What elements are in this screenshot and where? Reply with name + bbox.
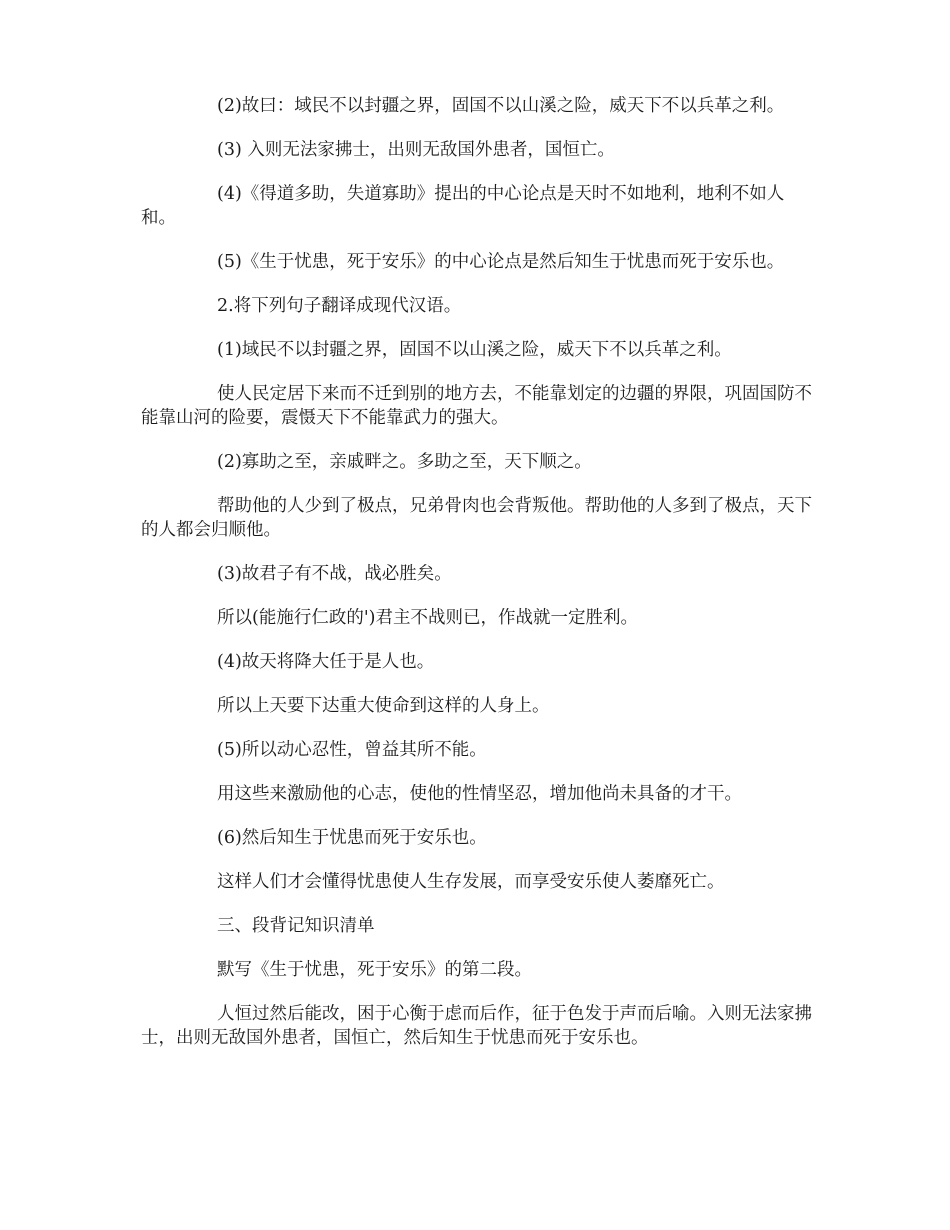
translation-sentence-3: (3)故君子有不战，战必胜矣。 <box>217 564 452 584</box>
translation-sentence-4: (4)故天将降大任于是人也。 <box>217 652 435 672</box>
paragraph-fill-in-4: (4)《得道多助，失道寡助》提出的中心论点是天时不如地利，地利不如人和。 <box>141 184 785 228</box>
translation-answer-2: 帮助他的人少到了极点，兄弟骨肉也会背叛他。帮助他的人多到了极点，天下的人都会归顺他。 <box>141 496 812 540</box>
document-body <box>141 94 813 1070</box>
paragraph-fill-in-3: (3) 入则无法家拂士，出则无敌国外患者，国恒亡。 <box>217 140 615 160</box>
paragraph-fill-in-5: (5)《生于忧患，死于安乐》的中心论点是然后知生于忧患而死于安乐也。 <box>217 252 785 272</box>
paragraph-fill-in-2: (2)故曰：域民不以封疆之界，固国不以山溪之险，威天下不以兵革之利。 <box>217 96 785 116</box>
translation-answer-6: 这样人们才会懂得忧患使人生存发展，而享受安乐使人萎靡死亡。 <box>217 872 725 892</box>
translation-answer-5: 用这些来激励他的心志，使他的性情坚忍，增加他尚未具备的才干。 <box>217 784 742 804</box>
translation-answer-1: 使人民定居下来而不迁到别的地方去，不能靠划定的边疆的界限，巩固国防不能靠山河的险要，震慑天下不能靠武力的强大。 <box>141 384 812 428</box>
translation-answer-4: 所以上天要下达重大使命到这样的人身上。 <box>217 696 550 716</box>
translation-sentence-1: (1)域民不以封疆之界，固国不以山溪之险，威天下不以兵革之利。 <box>217 340 732 360</box>
section-heading-translation: 2.将下列句子翻译成现代汉语。 <box>217 296 462 316</box>
translation-answer-3: 所以(能施行仁政的')君主不战则已，作战就一定胜利。 <box>217 608 638 628</box>
recitation-passage: 人恒过然后能改，困于心衡于虑而后作，征于色发于声而后喻。入则无法家拂士，出则无敌国外患者，国恒亡，然后知生于忧患而死于安乐也。 <box>141 1004 812 1048</box>
recitation-prompt: 默写《生于忧患，死于安乐》的第二段。 <box>217 960 532 980</box>
translation-sentence-2: (2)寡助之至，亲戚畔之。多助之至，天下顺之。 <box>217 452 592 472</box>
translation-sentence-6: (6)然后知生于忧患而死于安乐也。 <box>217 828 487 848</box>
translation-sentence-5: (5)所以动心忍性，曾益其所不能。 <box>217 740 487 760</box>
section-heading-recitation: 三、段背记知识清单 <box>217 916 375 936</box>
